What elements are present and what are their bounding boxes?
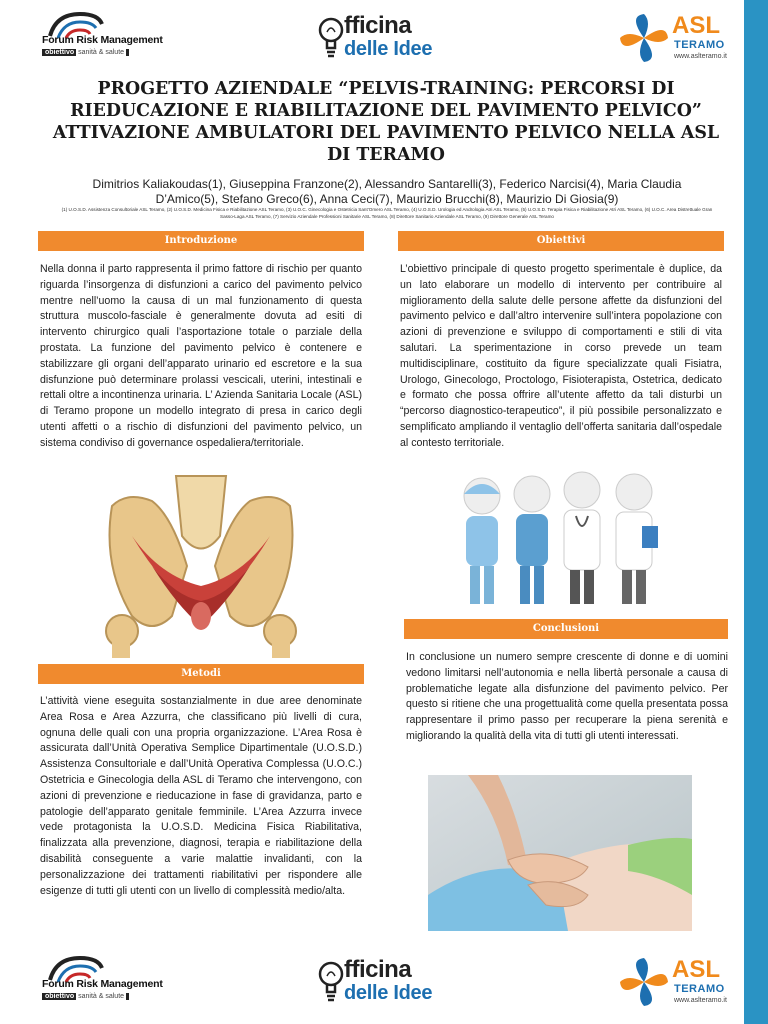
poster-title: PROGETTO AZIENDALE “PELVIS-TRAINING: PERCORSI DI RIEDUCAZIONE E RIABILITAZIONE DEL PAVIMENTO PELVICO” ATTIVAZIONE AMBULATORI DEL PAVIMENTO PELVICO NELLA ASL DI TERAMO: [52, 79, 720, 165]
officina-logo-bottom-text: delle Idee: [344, 38, 433, 60]
lightbulb-icon: [318, 14, 344, 62]
conclusioni-heading: Conclusioni: [404, 619, 728, 639]
footer-logos: [36, 950, 742, 1012]
frm-logo-title: Forum Risk Management: [42, 34, 163, 46]
asl-logo-name: ASL: [672, 12, 720, 39]
footer-asl-logo-city: TERAMO: [674, 983, 725, 995]
pelvis-anatomy-image: [92, 466, 310, 658]
officina-delle-idee-logo: [316, 10, 486, 66]
forum-risk-management-logo: [40, 10, 190, 66]
abdominal-exam-photo: [428, 775, 692, 931]
footer-frm-logo-subtitle: obiettivo sanità & salute: [42, 993, 129, 1000]
medical-team-image: [452, 466, 674, 608]
asl-logo-city: TERAMO: [674, 39, 725, 51]
introduzione-heading: Introduzione: [38, 231, 364, 251]
footer-lightbulb-icon: [318, 958, 344, 1006]
metodi-text: L’attività viene eseguita sostanzialmente in due aree denominate Area Rosa e Area Azzurra, che classificano più livelli di cura, ognuna delle quali con una propria organizzazione. L’Area Rosa è assicurata dall’Unità Operativa Semplice Dipartimentale (U.O.S.D.) Assistenza Consultoriale e dall’Unità Operativa Complessa (U.O.C.) Ostetricia e Ginecologia della ASL di Teramo che intervengono, con azioni di prevenzione e rieducazione in fase di gravidanza, parto e patologie dell’apparato genitale femminile. L’Area Azzurra invece vede protagonista la U.O.S.D. Medicina Fisica Riabilitativa, finalizzata alla prevenzione, diagnosi, terapia e riabilitazione della disabilità conseguente a varie malattie invalidanti, con la personalizzazione dei trattamenti riabilitativi per rispondere alle esigenze di tutti gli utenti con un livello di complessità medio/alta.: [40, 695, 362, 897]
metodi-heading: Metodi: [38, 664, 364, 684]
introduzione-text: Nella donna il parto rappresenta il primo fattore di rischio per quanto riguarda l’insorgenza di disfunzioni a carico del pavimento pelvico mentre nell’uomo la causa di un mal funzionamento di questa struttura muscolo-fasciale è generalmente dovuta ad esiti di intervento chirurgico quali l’asportazione totale o parziale della prostata. La funzione del pavimento pelvico è contenere e stabilizzare gli organi dell’apparato urinario ed escretore e la sua disfunzione può determinare prolassi vescicali, uterini, intestinali e rettali oltre a incontinenza urinaria. L’ Azienda Sanitaria Locale (ASL) di Teramo propone un modello integrato di presa in carico degli utenti affetti o a rischio di disfunzioni del pavimento pelvico, un sistema condiviso di governance ospedaliera/territoriale.: [40, 263, 362, 449]
footer-officina-logo-bottom-text: delle Idee: [344, 982, 433, 1004]
frm-logo-subtitle: obiettivo sanità & salute: [42, 49, 129, 56]
footer-asl-logo-name: ASL: [672, 956, 720, 983]
footer-asl-logo-url: www.aslteramo.it: [674, 997, 727, 1004]
asl-pinwheel-icon: [618, 12, 670, 64]
affiliations-line: (1) U.O.S.D. Assistenza Consultoriale ASL Teramo, (2) U.O.S.D. Medicina Fisica e Riabilitazione ASL Teramo, (3) U.O.C. Ginecologia e Ostetricia Sant’Omero ASL Teramo, (4) U.O.S.D. Urologia ed Andrologia Atri ASL Teramo, (5) U.O.S.D. Terapia Fisica e Riabilitazione Atri ASL Teramo, (6) U.O.C. Area Distrettuale Gran Sasso-Laga ASL Teramo, (7) Servizio Aziendale Professioni Sanitarie ASL Teramo, (8) Direttore Sanitario Aziendale ASL Teramo, (9) Direttore Generale ASL Teramo: [61, 207, 713, 219]
decorative-side-bar: [744, 0, 768, 1024]
asl-logo-url: www.aslteramo.it: [674, 53, 727, 60]
obiettivi-text: L’obiettivo principale di questo progetto sperimentale è duplice, da un lato elaborare un modello di intervento per contribuire al miglioramento della salute delle persone affette da disfunzioni del pavimento pelvico e dall’altro intervenire sull’intera popolazione con azioni di prevenzione e sviluppo di comportamenti e stili di vita salutari. La sperimentazione in corso prevede un team multidisciplinare, costituito da figure specializzate quali Fisiatra, Urologo, Ginecologo, Proctologo, Fisioterapista, Ostetrica, dedicato e formato che possa offrire all’utente affetto da tali disturbi un “percorso diagnostico-terapeutico”, il più possibile personalizzato e semplificato ampliando il ventaglio dell’offerta sanitaria dall’ospedale al contesto territoriale.: [400, 263, 722, 449]
obiettivi-heading: Obiettivi: [398, 231, 724, 251]
footer-officina-delle-idee-logo: [316, 954, 486, 1010]
footer-frm-logo-title: Forum Risk Management: [42, 978, 163, 990]
header-logos: [36, 6, 742, 68]
footer-officina-logo-top-text: fficina: [344, 956, 412, 983]
footer-asl-teramo-logo: [618, 952, 738, 1012]
asl-teramo-logo: [618, 8, 738, 68]
conclusioni-text: In conclusione un numero sempre crescente di donne e di uomini vedono limitarsi nell’autonomia e nella libertà personale a causa di problematiche legate alla disfunzione del pavimento pelvico. Per questo si ritiene che una progettualità come quella presentata possa rappresentare il primo passo per recuperare la piena serenità e migliorando la qualità della vita di tutti gli utenti interessati.: [406, 651, 728, 742]
footer-forum-risk-management-logo: [40, 954, 190, 1010]
officina-logo-top-text: fficina: [344, 12, 412, 39]
authors-line: Dimitrios Kaliakoudas(1), Giuseppina Franzone(2), Alessandro Santarelli(3), Federico Narcisi(4), Maria Claudia D’Amico(5), Stefano Greco(6), Anna Ceci(7), Maurizio Brucchi(8), Maurizio Di Giosia(9): [92, 177, 682, 206]
footer-asl-pinwheel-icon: [618, 956, 670, 1008]
